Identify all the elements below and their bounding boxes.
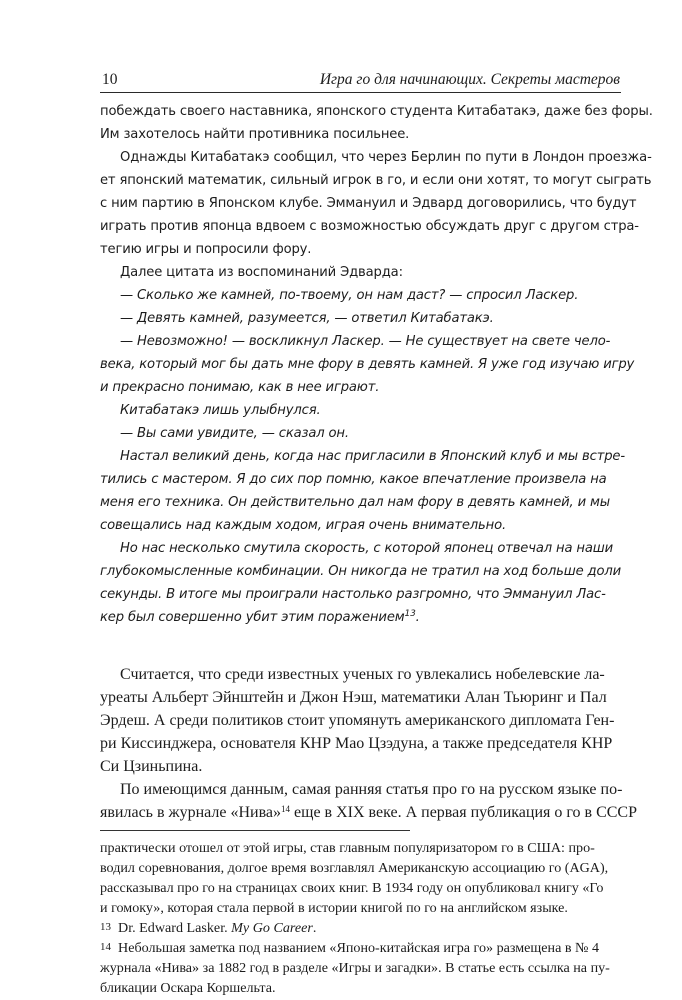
- footnote-13: 13 Dr. Edward Lasker. My Go Career.: [100, 920, 317, 936]
- footnote-ref-14[interactable]: 14: [281, 804, 291, 814]
- quote-line: и прекрасно понимаю, как в нее играют.: [100, 380, 380, 395]
- quote-line: — Сколько же камней, по-твоему, он нам даст? — спросил Ласкер.: [120, 288, 579, 303]
- footnote-line: журнала «Нива» за 1882 год в разделе «Игры и загадки». В статье есть ссылка на пу-: [100, 960, 610, 976]
- text-line: ет японский математик, сильный игрок в го, и если они хотят, то могут сыграть: [100, 173, 652, 188]
- footnote-number: 14: [100, 941, 111, 953]
- footnote-separator: [100, 830, 410, 831]
- text-line: явилась в журнале «Нива»$^{14}$ еще в XIX веке. А первая публикация о го в СССР: [100, 804, 637, 821]
- text-line: Далее цитата из воспоминаний Эдварда:: [120, 265, 403, 280]
- text-line: Си Цзиньпина.: [100, 758, 203, 775]
- footnote-ref-13[interactable]: 13: [404, 609, 416, 619]
- quote-line: тились с мастером. Я до сих пор помню, какое впечатление произвела на: [100, 472, 607, 487]
- footnote-line: практически отошел от этой игры, став главным популяризатором го в США: про-: [100, 840, 595, 856]
- page-number: 10: [102, 71, 118, 88]
- footnote-line: рассказывал про го на страницах своих книг. В 1934 году он опубликовал книгу «Го: [100, 880, 604, 896]
- footnote-line: бликации Оскара Коршельта.: [100, 980, 276, 996]
- text-line: играть против японца вдвоем с возможностью обсуждать друг с другом стра-: [100, 219, 639, 234]
- quote-line: — Невозможно! — воскликнул Ласкер. — Не существует на свете чело-: [120, 334, 611, 349]
- footnote-line: и гомоку», которая стала первой в истории книгой по го на английском языке.: [100, 900, 568, 916]
- quote-line: совещались над каждым ходом, играя очень внимательно.: [100, 518, 507, 533]
- text-line: Считается, что среди известных ученых го увлекались нобелевские ла-: [120, 666, 605, 683]
- quote-line: глубокомысленные комбинации. Он никогда не тратил на ход больше доли: [100, 564, 622, 579]
- quote-line: Но нас несколько смутила скорость, с которой японец отвечал на наши: [120, 541, 614, 556]
- quote-line: меня его техника. Он действительно дал нам фору в девять камней, и мы: [100, 495, 611, 510]
- footnote-14: 14 Небольшая заметка под названием «Японо-китайская игра го» размещена в № 4: [100, 940, 600, 956]
- footnote-number: 13: [100, 921, 111, 933]
- running-header: [100, 70, 621, 93]
- text-line: ри Киссинджера, основателя КНР Мао Цзэдуна, а также председателя КНР: [100, 735, 613, 752]
- text-line: побеждать своего наставника, японского студента Китабатакэ, даже без форы.: [100, 104, 653, 119]
- quote-line: века, который мог бы дать мне фору в девять камней. Я уже год изучаю игру: [100, 357, 635, 372]
- text-line: Им захотелось найти противника посильнее.: [100, 127, 410, 142]
- quote-line: Китабатакэ лишь улыбнулся.: [120, 403, 321, 418]
- quote-line: Настал великий день, когда нас пригласили в Японский клуб и мы встре-: [120, 449, 625, 464]
- quote-line: секунды. В итоге мы проиграли настолько разгромно, что Эммануил Лас-: [100, 587, 606, 602]
- text-line: тегию игры и попросили фору.: [100, 242, 312, 257]
- running-title: Игра го для начинающих. Секреты мастеров: [319, 71, 620, 88]
- quote-line: — Девять камней, разумеется, — ответил Китабатакэ.: [120, 311, 494, 326]
- book-title: My Go Career: [231, 920, 313, 936]
- text-line: Однажды Китабатакэ сообщил, что через Берлин по пути в Лондон проезжа-: [120, 150, 652, 165]
- text-line: уреаты Альберт Эйнштейн и Джон Нэш, математики Алан Тьюринг и Пал: [100, 689, 607, 706]
- text-line: Эрдеш. А среди политиков стоит упомянуть американского дипломата Ген-: [100, 712, 615, 729]
- quote-line: кер был совершенно убит этим поражением$^{13}$.: [100, 609, 420, 625]
- quote-line: — Вы сами увидите, — сказал он.: [120, 426, 349, 441]
- text-line: По имеющимся данным, самая ранняя статья про го на русском языке по-: [120, 781, 623, 798]
- footnote-line: водил соревнования, долгое время возглавлял Американскую ассоциацию го (AGA),: [100, 860, 609, 876]
- text-line: с ним партию в Японском клубе. Эммануил и Эдвард договорились, что будут: [100, 196, 637, 211]
